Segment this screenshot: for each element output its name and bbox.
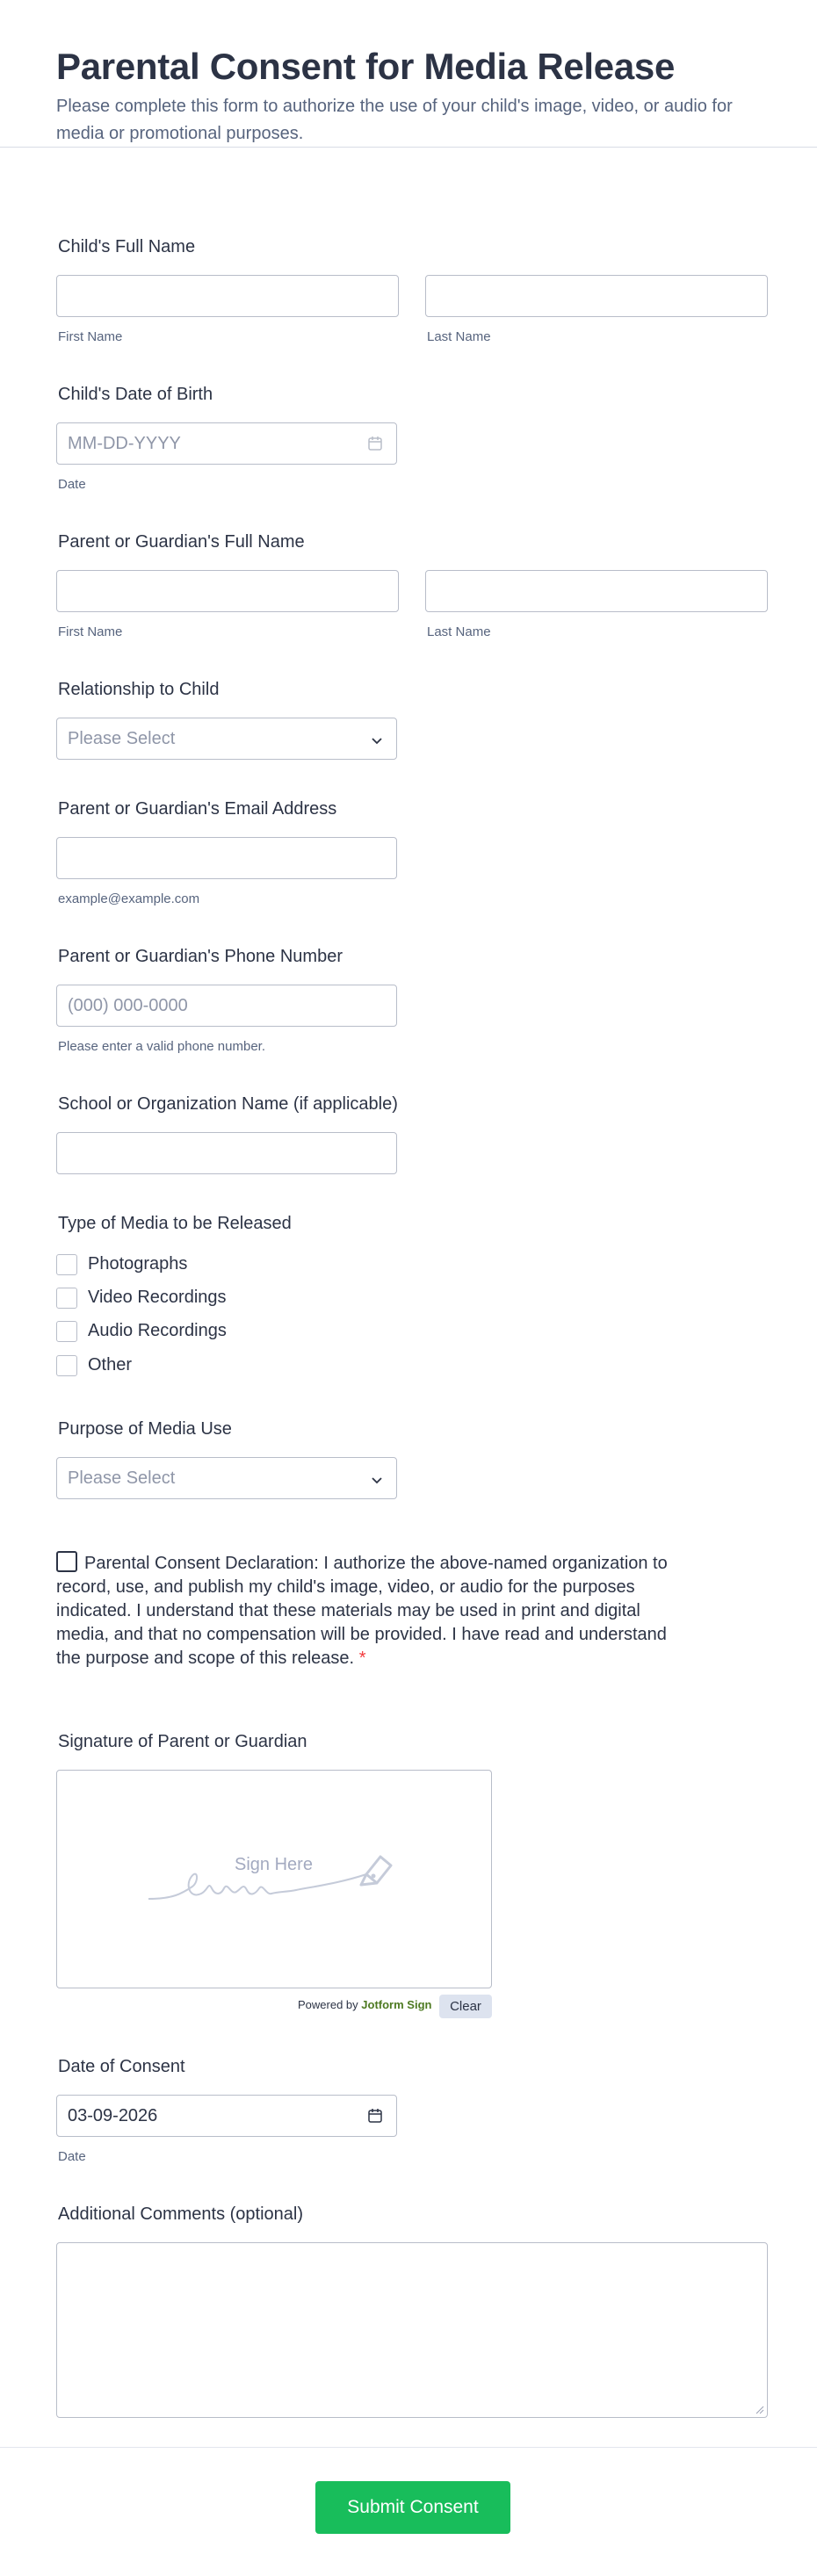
signature-hint: Sign Here — [235, 1855, 313, 1874]
parent-first-name-sublabel: First Name — [58, 624, 123, 639]
school-input[interactable] — [56, 1132, 397, 1174]
checkbox-audio-recordings-label: Audio Recordings — [88, 1321, 227, 1340]
calendar-icon[interactable] — [366, 435, 384, 458]
comments-textarea[interactable] — [56, 2242, 768, 2418]
child-dob-placeholder: MM-DD-YYYY — [68, 433, 181, 453]
child-dob-sublabel: Date — [58, 477, 86, 492]
form-header — [0, 0, 817, 148]
calendar-icon[interactable] — [366, 2107, 384, 2130]
checkbox-other[interactable] — [56, 1355, 77, 1376]
phone-input[interactable] — [56, 985, 397, 1027]
form-footer — [0, 2447, 817, 2576]
phone-placeholder: (000) 000-0000 — [68, 995, 188, 1015]
chevron-down-icon — [370, 732, 384, 753]
relationship-select[interactable] — [56, 718, 397, 760]
checkbox-other-label: Other — [88, 1355, 133, 1375]
consent-date-input[interactable] — [56, 2095, 397, 2137]
parent-last-name-sublabel: Last Name — [427, 624, 491, 639]
pen-icon — [354, 1848, 398, 1888]
resize-handle-icon[interactable] — [756, 2406, 764, 2414]
signature-clear-button[interactable]: Clear — [439, 1995, 492, 2018]
checkbox-video-recordings-label: Video Recordings — [88, 1288, 227, 1307]
child-dob-label: Child's Date of Birth — [58, 385, 213, 404]
consent-declaration — [56, 1551, 689, 1670]
purpose-select[interactable] — [56, 1457, 397, 1499]
signature-pad[interactable] — [56, 1770, 492, 1988]
jotform-sign-brand[interactable]: Jotform Sign — [361, 1998, 432, 2011]
parent-first-name-input[interactable] — [56, 570, 399, 612]
media-type-label: Type of Media to be Released — [58, 1214, 292, 1233]
school-label: School or Organization Name (if applicable) — [58, 1094, 398, 1114]
signature-label: Signature of Parent or Guardian — [58, 1732, 307, 1751]
declaration-text: Parental Consent Declaration: I authorize the above-named organization to record, use, and publish my child's image, video, or audio for the purposes indicated. I understand that these materials may be used in print and digital media, and that no compensation will be provided. I have read and understand the purpose and scope of this release. — [56, 1554, 668, 1668]
checkbox-photographs[interactable] — [56, 1254, 77, 1275]
consent-date-label: Date of Consent — [58, 2057, 185, 2076]
comments-label: Additional Comments (optional) — [58, 2204, 304, 2224]
phone-label: Parent or Guardian's Phone Number — [58, 947, 343, 966]
checkbox-audio-recordings[interactable] — [56, 1321, 77, 1342]
phone-sublabel: Please enter a valid phone number. — [58, 1039, 265, 1054]
child-first-name-input[interactable] — [56, 275, 399, 317]
chevron-down-icon — [370, 1472, 384, 1492]
purpose-placeholder: Please Select — [68, 1468, 176, 1488]
email-sublabel: example@example.com — [58, 891, 200, 906]
required-mark: * — [358, 1649, 366, 1668]
page-title: Parental Consent for Media Release — [56, 46, 676, 87]
relationship-placeholder: Please Select — [68, 728, 176, 748]
powered-by-text: Powered by — [298, 1998, 358, 2011]
relationship-label: Relationship to Child — [58, 680, 220, 699]
checkbox-photographs-label: Photographs — [88, 1254, 188, 1274]
email-input[interactable] — [56, 837, 397, 879]
consent-date-value: 03-09-2026 — [68, 2105, 158, 2125]
declaration-checkbox[interactable] — [56, 1551, 77, 1572]
email-label: Parent or Guardian's Email Address — [58, 799, 337, 819]
page-subtitle: Please complete this form to authorize the use of your child's image, video, or audio for media or promotional purposes. — [56, 97, 733, 143]
child-dob-input[interactable] — [56, 422, 397, 465]
parent-name-label: Parent or Guardian's Full Name — [58, 532, 305, 552]
consent-date-sublabel: Date — [58, 2149, 86, 2164]
child-first-name-sublabel: First Name — [58, 329, 123, 344]
purpose-label: Purpose of Media Use — [58, 1419, 232, 1439]
parent-last-name-input[interactable] — [425, 570, 768, 612]
powered-by — [298, 1998, 431, 2011]
submit-button[interactable]: Submit Consent — [315, 2481, 510, 2534]
child-name-label: Child's Full Name — [58, 237, 196, 256]
child-last-name-input[interactable] — [425, 275, 768, 317]
checkbox-video-recordings[interactable] — [56, 1288, 77, 1309]
child-last-name-sublabel: Last Name — [427, 329, 491, 344]
